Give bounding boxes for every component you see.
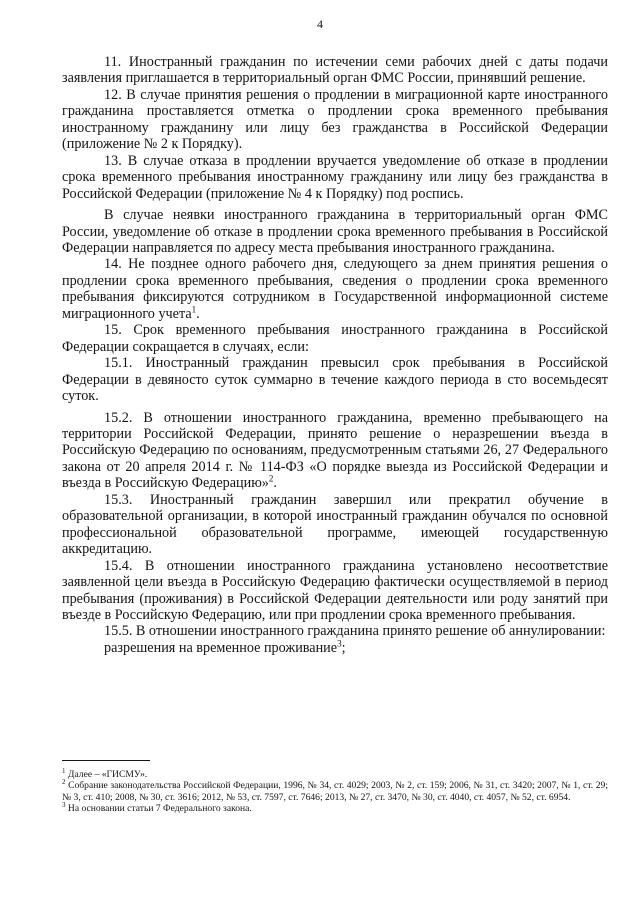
paragraph-15-4: 15.4. В отношении иностранного гражданина установлено несоответствие заявленной цели въезда в Российскую Федерацию фактически осуществляемой в период пребывания (проживания) в Российской Федерации деятельности или роду занятий при въезде в Российскую Федерацию, или при продлении срока временного пребывания. bbox=[62, 557, 608, 623]
paragraph-12: 12. В случае принятия решения о продлении в миграционной карте иностранного гражданина проставляется отметка о продлении срока временного пребывания иностранному гражданину или лицу без гражданства в Российской Федерации (приложение № 2 к Порядку). bbox=[62, 86, 608, 153]
paragraph-15-2: 15.2. В отношении иностранного гражданина, временно пребывающего на территории Российской Федерации, принято решение о неразрешении въезда в Российскую Федерацию по основаниям, предусмотренным статьями 26, 27 Федерального закона от 20 апреля 2014 г. № 114-ФЗ «О порядке выезда из Российской Федерации и въезда в Российскую Федерацию»$^2$. bbox=[62, 409, 608, 492]
footnote-2: $^2$ Собрание законодательства Российской Федерации, 1996, № 34, ст. 4029; 2003, № 2, ст. 159; 2006, № 31, ст. 3420; 2007, № 1, ст. 29; № 3, ст. 410; 2008, № 30, ст. 3616; 2012, № 53, ст. 7597, ст. 7646; 2013, № 27, ст. 3470, № 30, ст. 4040, ст. 4057, № 52, ст. 6954. bbox=[62, 778, 608, 803]
paragraph-13: 13. В случае отказа в продлении вручается уведомление об отказе в продлении срока временного пребывания иностранному гражданину или лицу без гражданства в Российской Федерации (приложение № 4 к Порядку) под роспись. bbox=[62, 152, 608, 202]
paragraph-11: 11. Иностранный гражданин по истечении семи рабочих дней с даты подачи заявления приглашается в территориальный орган ФМС России, принявший решение. bbox=[62, 54, 608, 87]
page-number: 4 bbox=[317, 17, 323, 31]
paragraph-15-3: 15.3. Иностранный гражданин завершил или прекратил обучение в образовательной организации, в которой иностранный гражданин обучался по основной профессиональной образовательной программе, имеющей государственную аккредитацию. bbox=[62, 491, 608, 558]
paragraph-15-5-item: разрешения на временное проживание$^3$; bbox=[104, 638, 346, 656]
footnote-divider bbox=[62, 760, 150, 761]
footnotes bbox=[62, 760, 608, 815]
footnote-ref-1: 1 bbox=[191, 304, 197, 315]
footnote-ref-3: 3 bbox=[337, 638, 342, 649]
paragraph-14: 14. Не позднее одного рабочего дня, следующего за днем принятия решения о продлении срока временного пребывания, сведения о продлении срока временного пребывания фиксируются сотрудником в Государственной информационной системе миграционного учета$^1$. bbox=[62, 256, 608, 322]
document-body bbox=[62, 54, 608, 656]
paragraph-13-non-appearance: В случае неявки иностранного гражданина в территориальный орган ФМС России, уведомление об отказе в продлении срока временного пребывания в Российской Федерации направляется по адресу места пребывания иностранного гражданина. bbox=[62, 207, 608, 256]
paragraph-15-5: 15.5. В отношении иностранного гражданина принято решение об аннулировании: bbox=[104, 623, 606, 640]
footnote-1: $^1$ Далее – «ГИСМУ». bbox=[62, 766, 148, 780]
paragraph-15-1: 15.1. Иностранный гражданин превысил срок пребывания в Российской Федерации в девяносто суток суммарно в течение каждого периода в сто восемьдесят суток. bbox=[62, 355, 608, 405]
footnote-3: $^3$ На основании статьи 7 Федерального закона. bbox=[62, 801, 252, 815]
footnote-ref-2: 2 bbox=[268, 473, 274, 484]
paragraph-15: 15. Срок временного пребывания иностранного гражданина в Российской Федерации сокращается в случаях, если: bbox=[62, 322, 608, 355]
